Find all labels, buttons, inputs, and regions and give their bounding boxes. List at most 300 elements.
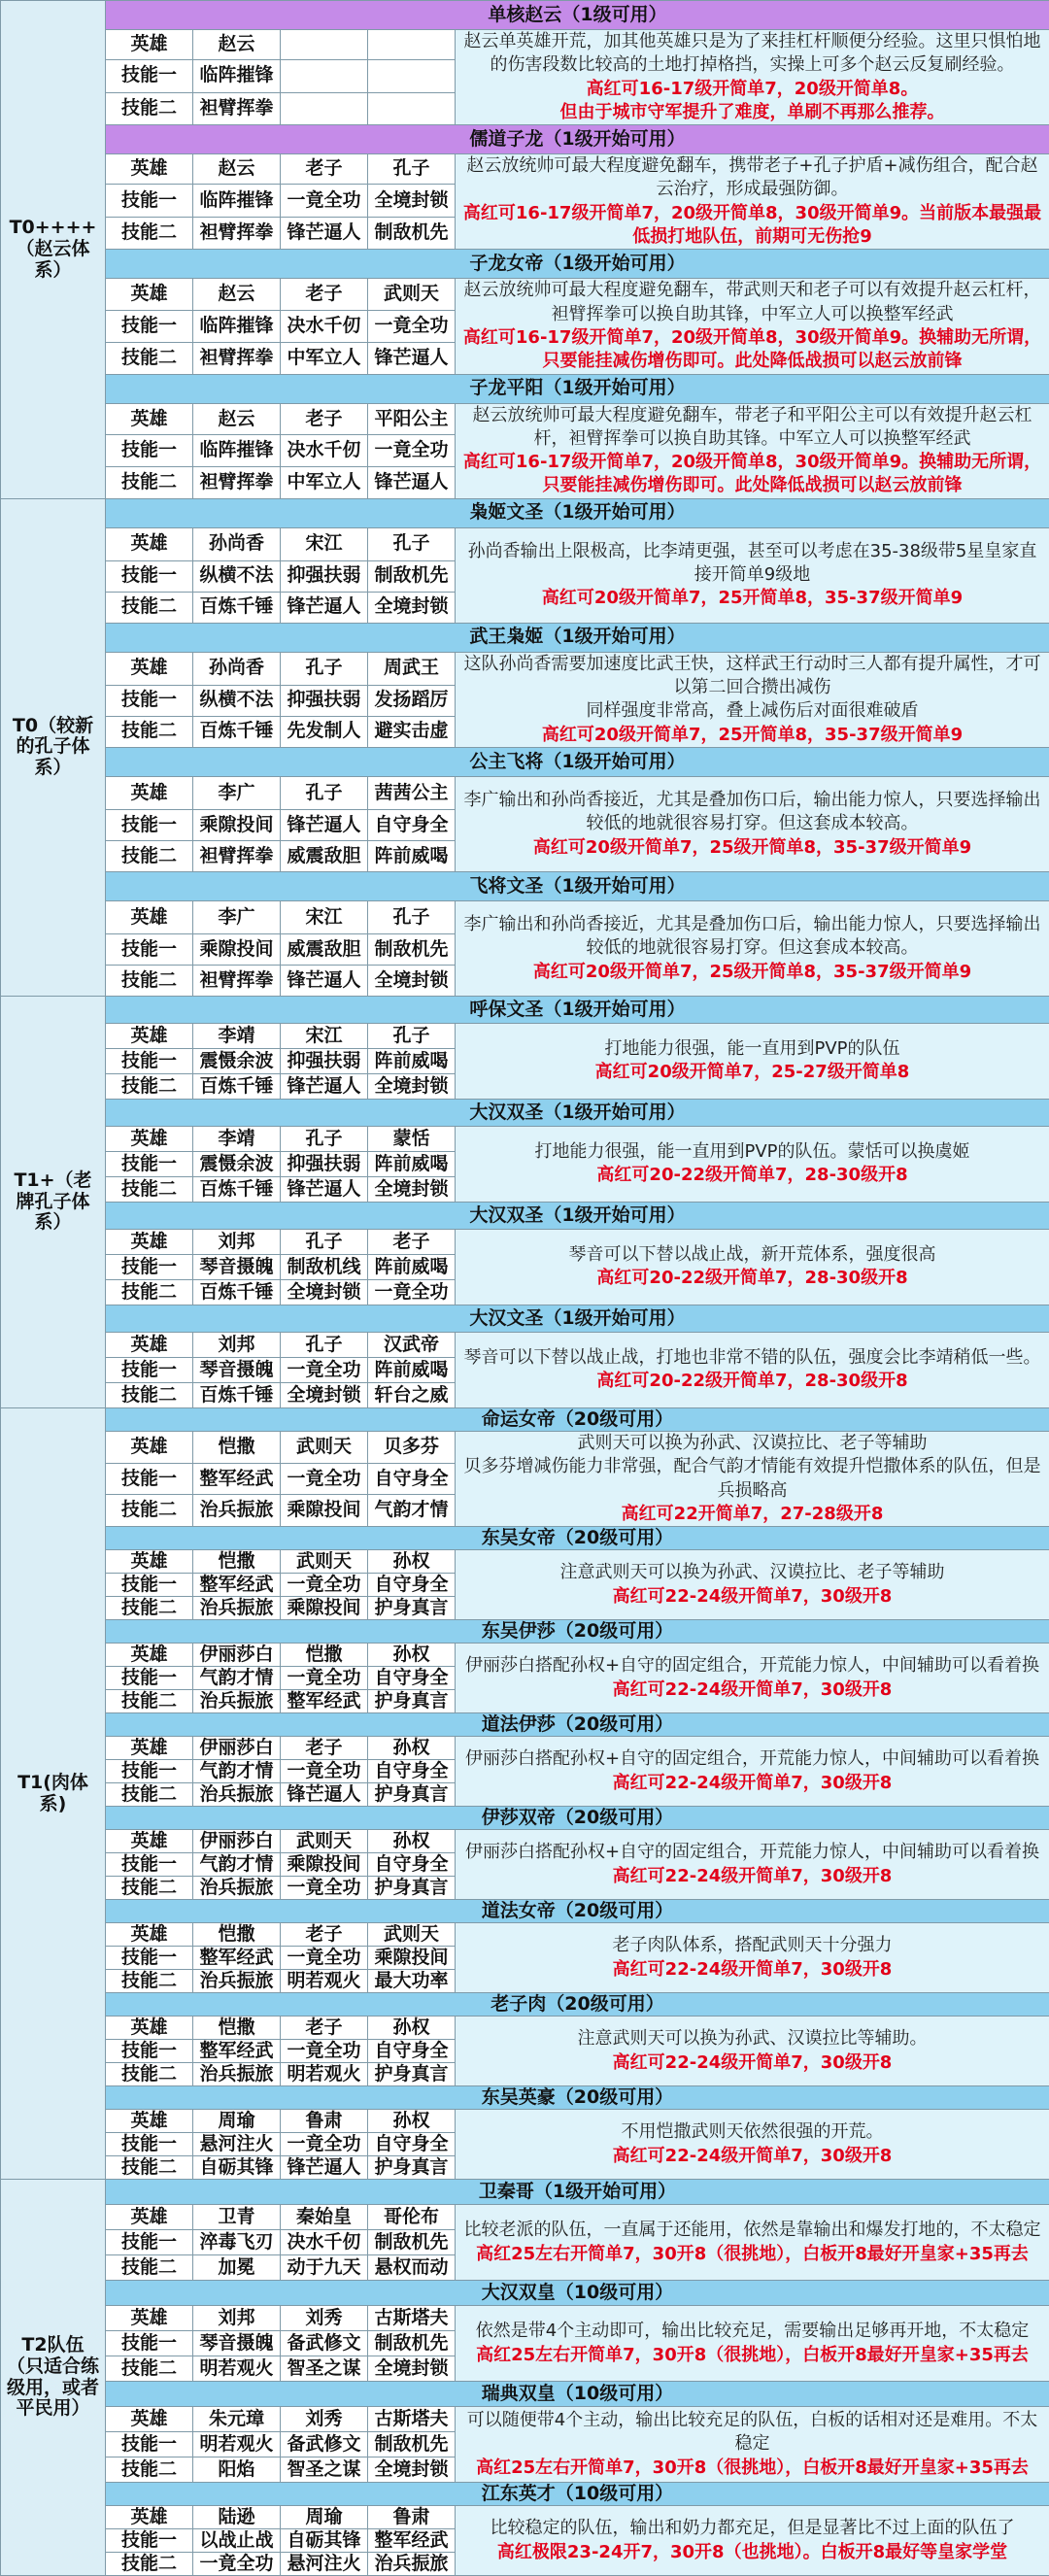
skill-name: 一竟全功 [281,1667,368,1690]
skill-name: 百炼千锤 [193,1382,281,1407]
row-label: 技能二 [106,467,193,499]
skill-name: 自守身全 [368,2040,456,2063]
skill-name: 自砺其锋 [193,2156,281,2180]
tier-label: T1(肉体系) [1,1407,106,2179]
skill-name: 锋芒逼人 [368,467,456,499]
skill-name: 百炼千锤 [193,1073,281,1099]
row-label: 技能一 [106,1760,193,1783]
hero-name: 赵云 [193,279,281,311]
group-description [456,527,1049,623]
hero-name: 哥伦布 [368,2205,456,2230]
hero-name: 赵云 [193,30,281,60]
highlight-note: 高红可20级开简单7，25开简单8，35-37级开简单9 [459,724,1045,747]
row-label: 技能一 [106,2133,193,2156]
row-label: 技能一 [106,2432,193,2457]
description-text: 可以随便带4个主动，输出比较充足的队伍，白板的话相对还是难用。不太稳定 [459,2409,1045,2457]
skill-name: 抑强扶弱 [281,1048,368,1073]
group-title-row [1,1305,1049,1332]
group-title-row [1,996,1049,1023]
group-title: 道法女帝（20级可用） [106,1900,1049,1923]
skill-name: 临阵摧锋 [193,435,281,467]
description-text: 不用恺撒武则天依然很强的开荒。 [459,2120,1045,2144]
skill-name: 全境封锁 [368,2457,456,2483]
skill-name: 锋芒逼人 [368,342,456,374]
group-title: 单核赵云（1级可用） [106,1,1049,30]
skill-name: 乘隙投间 [281,1597,368,1620]
skill-name: 一竟全功 [368,311,456,343]
tier-label: T0++++（赵云体系） [1,1,106,499]
group-title: 公主飞将（1级开始可用） [106,747,1049,776]
group-title: 东吴英豪（20级可用） [106,2086,1049,2110]
skill-name: 阳焰 [193,2457,281,2483]
row-label: 英雄 [106,2110,193,2133]
row-label: 技能二 [106,1279,193,1305]
group-description [456,1126,1049,1202]
skill-name: 威震敌胆 [281,933,368,965]
skill-name: 一竟全功 [281,1760,368,1783]
row-label: 技能二 [106,2457,193,2483]
skill-name: 气韵才情 [193,1853,281,1877]
hero-name: 周瑜 [193,2110,281,2133]
row-label: 技能二 [106,716,193,747]
skill-name: 一竟全功 [281,1877,368,1900]
skill-name: 震慑余波 [193,1151,281,1176]
highlight-note: 高红25左右开简单7，30开8（很挑地），白板开8最好开皇家+35再去 [459,2243,1045,2266]
hero-skill-row [1,2306,1049,2331]
row-label: 英雄 [106,1229,193,1254]
group-description [456,2017,1049,2086]
skill-name: 气韵才情 [193,1667,281,1690]
skill-name: 治兵振旅 [193,1690,281,1713]
skill-name: 自守身全 [368,1667,456,1690]
skill-name: 制敌机先 [368,217,456,249]
group-title-row [1,1527,1049,1550]
group-title-row [1,2483,1049,2506]
group-title-row [1,747,1049,776]
hero-name: 宋江 [281,527,368,560]
group-title: 东吴伊莎（20级可用） [106,1620,1049,1644]
hero-name: 武则天 [281,1830,368,1853]
group-description [456,1431,1049,1526]
skill-name: 自守身全 [368,1574,456,1597]
hero-name: 古斯塔夫 [368,2306,456,2331]
group-title-row [1,1900,1049,1923]
row-label: 英雄 [106,1737,193,1760]
description-text: 赵云放统帅可最大程度避免翻车，带武则天和老子可以有效提升赵云杠杆，袒臂挥拳可以换自助其锋，中军立人可以换整军经武 [459,279,1045,326]
row-label: 技能二 [106,2356,193,2382]
hero-name: 朱元璋 [193,2407,281,2432]
group-title-row [1,1099,1049,1126]
skill-name: 备武修文 [281,2432,368,2457]
skill-name: 阵前威喝 [368,1048,456,1073]
hero-name: 鲁肃 [368,2506,456,2529]
skill-name: 悬权而动 [368,2255,456,2281]
skill-name: 最大功率 [368,1970,456,1993]
row-label: 技能一 [106,185,193,217]
group-title-row [1,1,1049,30]
group-title-row [1,2382,1049,2407]
hero-skill-row [1,1830,1049,1853]
hero-name: 孙权 [368,2110,456,2133]
hero-name: 李靖 [193,1023,281,1048]
hero-name: 孙权 [368,1737,456,1760]
group-title: 子龙平阳（1级开始可用） [106,374,1049,403]
hero-name: 孔子 [368,900,456,933]
row-label: 技能一 [106,933,193,965]
group-description [456,2407,1049,2483]
description-text: 注意武则天可以换为孙武、汉谟拉比、老子等辅助 [459,1561,1045,1584]
row-label: 英雄 [106,30,193,60]
skill-name: 乘隙投间 [281,1853,368,1877]
row-label: 技能一 [106,809,193,840]
description-text: 同样强度非常高，叠上减伤后对面很难破盾 [459,699,1045,723]
skill-name: 全境封锁 [281,1279,368,1305]
skill-name: 整军经武 [281,1690,368,1713]
description-text: 赵云放统帅可最大程度避免翻车，携带老子+孔子护盾+减伤组合，配合赵云治疗，形成最强防御。 [459,154,1045,202]
hero-name: 卫青 [193,2205,281,2230]
group-title-row [1,250,1049,279]
group-title-row [1,1620,1049,1644]
row-label: 技能一 [106,1151,193,1176]
hero-name: 伊丽莎白 [193,1830,281,1853]
group-description [456,776,1049,871]
description-text: 这队孙尚香需要加速度比武王快，这样武王行动时三人都有提升属性，才可以第二回合攒出减伤 [459,653,1045,700]
hero-name: 汉武帝 [368,1332,456,1357]
group-description [456,2110,1049,2180]
hero-skill-row [1,1332,1049,1357]
hero-skill-row [1,2017,1049,2040]
skill-name: 先发制人 [281,716,368,747]
skill-name: 全境封锁 [368,1073,456,1099]
group-title: 大汉双圣（1级开始可用） [106,1099,1049,1126]
hero-name: 孔子 [281,652,368,685]
description-text: 赵云单英雄开荒，加其他英雄只是为了来挂杠杆顺便分经验。这里只惧怕地的伤害段数比较高的土地打掉格挡，实操上可多个赵云反复刷经验。 [459,30,1045,78]
group-title: 儒道子龙（1级开始可用） [106,125,1049,154]
skill-name: 动于九天 [281,2255,368,2281]
hero-skill-row [1,1923,1049,1947]
skill-name: 轩台之威 [368,1382,456,1407]
skill-name: 一竟全功 [281,1463,368,1495]
hero-name: 老子 [281,1923,368,1947]
skill-name: 护身真言 [368,1597,456,1620]
hero-name: 老子 [281,154,368,185]
hero-name: 周武王 [368,652,456,685]
skill-name: 全境封锁 [368,1176,456,1202]
skill-name: 全境封锁 [368,185,456,217]
row-label: 英雄 [106,1126,193,1151]
description-text: 贝多芬增减伤能力非常强，配合气韵才情能有效提升恺撒体系的队伍，但是兵损略高 [459,1455,1045,1503]
highlight-note: 高红可22-24级开简单7，30级开8 [459,1678,1045,1702]
row-label: 技能二 [106,1690,193,1713]
hero-skill-row [1,1023,1049,1048]
group-description [456,279,1049,374]
group-description [456,1830,1049,1900]
row-label: 技能二 [106,592,193,623]
hero-name: 伊丽莎白 [193,1644,281,1667]
highlight-note: 高红可22开简单7，27-28级开8 [459,1503,1045,1526]
group-description [456,1229,1049,1305]
row-label: 技能一 [106,1574,193,1597]
description-text: 注意武则天可以换为孙武、汉谟拉比等辅助。 [459,2027,1045,2051]
skill-name: 悬河注火 [193,2133,281,2156]
description-text: 伊丽莎白搭配孙权+自守的固定组合，开荒能力惊人，中间辅助可以看着换 [459,1841,1045,1864]
group-title-row [1,1713,1049,1737]
skill-name [368,60,456,93]
skill-name: 护身真言 [368,1690,456,1713]
skill-name: 治兵振旅 [193,1495,281,1527]
skill-name: 智圣之谋 [281,2457,368,2483]
hero-name: 孔子 [368,154,456,185]
row-label: 技能二 [106,342,193,374]
skill-name: 制敌机先 [368,560,456,592]
row-label: 技能二 [106,1495,193,1527]
row-label: 技能二 [106,2255,193,2281]
hero-skill-row [1,900,1049,933]
skill-name: 琴音摄魄 [193,2331,281,2356]
skill-name: 明若观火 [193,2356,281,2382]
skill-name: 阵前威喝 [368,1357,456,1382]
row-label: 英雄 [106,2407,193,2432]
skill-name: 百炼千锤 [193,1176,281,1202]
group-description [456,1550,1049,1620]
skill-name: 明若观火 [281,1970,368,1993]
hero-skill-row [1,2110,1049,2133]
hero-skill-row [1,1431,1049,1463]
hero-name: 武则天 [281,1550,368,1574]
skill-name: 自守身全 [368,2133,456,2156]
skill-name: 阵前威喝 [368,840,456,871]
row-label: 技能二 [106,1783,193,1807]
hero-name: 刘秀 [281,2306,368,2331]
skill-name: 决水千仞 [281,311,368,343]
hero-name: 孔子 [281,776,368,809]
group-title: 子龙女帝（1级开始可用） [106,250,1049,279]
row-label: 英雄 [106,2506,193,2529]
row-label: 技能一 [106,685,193,716]
hero-name: 孙权 [368,2017,456,2040]
group-description [456,2306,1049,2382]
skill-name: 自守身全 [368,1760,456,1783]
skill-name: 一竟全功 [281,1574,368,1597]
hero-name: 蒙恬 [368,1126,456,1151]
hero-name: 刘邦 [193,2306,281,2331]
skill-name [281,60,368,93]
highlight-note: 高红可20-22级开简单7，28-30级开8 [459,1164,1045,1187]
skill-name: 整军经武 [193,2040,281,2063]
skill-name: 琴音摄魄 [193,1357,281,1382]
hero-name: 孙尚香 [193,652,281,685]
row-label: 技能一 [106,311,193,343]
hero-name: 宋江 [281,1023,368,1048]
skill-name: 乘隙投间 [281,1495,368,1527]
group-title-row [1,2180,1049,2205]
skill-name: 制敌机线 [281,1254,368,1279]
skill-name: 百炼千锤 [193,716,281,747]
description-text: 依然是带4个主动即可，输出比较充足，需要输出足够再开地，不太稳定 [459,2320,1045,2343]
skill-name: 锋芒逼人 [281,965,368,996]
description-text: 伊丽莎白搭配孙权+自守的固定组合，开荒能力惊人，中间辅助可以看着换 [459,1747,1045,1771]
row-label: 英雄 [106,1644,193,1667]
hero-name: 刘邦 [193,1332,281,1357]
hero-name: 孔子 [368,527,456,560]
skill-name: 锋芒逼人 [281,217,368,249]
highlight-note: 高红可22-24级开简单7，30级开8 [459,1958,1045,1982]
group-description [456,2506,1049,2576]
skill-name: 加冕 [193,2255,281,2281]
hero-name: 宋江 [281,900,368,933]
row-label: 技能二 [106,1382,193,1407]
skill-name: 袒臂挥拳 [193,840,281,871]
row-label: 技能二 [106,965,193,996]
hero-skill-row [1,279,1049,311]
group-description [456,1737,1049,1807]
skill-name: 全境封锁 [368,965,456,996]
skill-name: 备武修文 [281,2331,368,2356]
group-description [456,1332,1049,1407]
skill-name: 一竟全功 [281,2040,368,2063]
skill-name: 临阵摧锋 [193,185,281,217]
group-description [456,1023,1049,1099]
hero-skill-row [1,527,1049,560]
skill-name: 一竟全功 [281,1357,368,1382]
skill-name: 制敌机先 [368,2230,456,2255]
description-text: 赵云放统帅可最大程度避免翻车，带老子和平阳公主可以有效提升赵云杠杆，袒臂挥拳可以换自助其锋。中军立人可以换整军经武 [459,404,1045,452]
group-title: 大汉双圣（1级开始可用） [106,1202,1049,1229]
hero-name: 孔子 [281,1126,368,1151]
row-label: 技能一 [106,1463,193,1495]
group-description [456,403,1049,498]
skill-name: 气韵才情 [193,1760,281,1783]
skill-name: 琴音摄魄 [193,1254,281,1279]
skill-name: 整军经武 [193,1947,281,1970]
group-title: 瑞典双皇（10级可用） [106,2382,1049,2407]
skill-name: 锋芒逼人 [281,592,368,623]
highlight-note: 高红可22-24级开简单7，30级开8 [459,2051,1045,2075]
skill-name: 以战止战 [193,2529,281,2553]
hero-name [281,30,368,60]
row-label: 英雄 [106,776,193,809]
row-label: 技能二 [106,1970,193,1993]
skill-name: 制敌机先 [368,933,456,965]
group-title-row [1,2086,1049,2110]
hero-name: 老子 [281,2017,368,2040]
skill-name: 袒臂挥拳 [193,342,281,374]
skill-name: 袒臂挥拳 [193,217,281,249]
group-title-row [1,871,1049,900]
skill-name: 治兵振旅 [193,1597,281,1620]
skill-name: 整军经武 [193,1463,281,1495]
hero-name: 刘邦 [193,1229,281,1254]
description-text: 比较老派的队伍，一直属于还能用，依然是靠输出和爆发打地的，不太稳定 [459,2219,1045,2242]
skill-name: 一竟全功 [281,185,368,217]
hero-name: 赵云 [193,154,281,185]
skill-name: 护身真言 [368,2156,456,2180]
highlight-note: 高红25左右开简单7，30开8（很挑地），白板开8最好开皇家+35再去 [459,2457,1045,2480]
description-text: 比较稳定的队伍，输出和奶力都充足，但是显著比不过上面的队伍了 [459,2517,1045,2540]
skill-name: 制敌机先 [368,2331,456,2356]
skill-name: 治兵振旅 [193,1783,281,1807]
skill-name: 锋芒逼人 [281,2156,368,2180]
row-label: 英雄 [106,2205,193,2230]
row-label: 英雄 [106,2017,193,2040]
row-label: 技能一 [106,2230,193,2255]
row-label: 技能一 [106,60,193,93]
skill-name: 护身真言 [368,2063,456,2086]
skill-name: 中军立人 [281,467,368,499]
row-label: 英雄 [106,1332,193,1357]
row-label: 技能一 [106,2529,193,2553]
group-title: 道法伊莎（20级可用） [106,1713,1049,1737]
group-title: 命运女帝（20级可用） [106,1407,1049,1431]
highlight-note: 高红可20-22级开简单7，28-30级开8 [459,1370,1045,1393]
skill-name: 威震敌胆 [281,840,368,871]
hero-name: 孙权 [368,1830,456,1853]
hero-name: 武则天 [281,1431,368,1463]
row-label: 技能二 [106,1073,193,1099]
hero-name: 赵云 [193,403,281,435]
skill-name: 百炼千锤 [193,592,281,623]
hero-name: 武则天 [368,1923,456,1947]
group-title-row [1,1407,1049,1431]
row-label: 英雄 [106,1550,193,1574]
skill-name: 全境封锁 [368,2356,456,2382]
hero-name: 孔子 [281,1229,368,1254]
row-label: 技能一 [106,435,193,467]
hero-name: 老子 [281,403,368,435]
description-text: 李广输出和孙尚香接近，尤其是叠加伤口后，输出能力惊人，只要选择输出较低的地就很容易打穿。但这套成本较高。 [459,913,1045,961]
hero-skill-row [1,776,1049,809]
skill-name: 阵前威喝 [368,1151,456,1176]
skill-name: 自守身全 [368,809,456,840]
hero-skill-row [1,1737,1049,1760]
row-label: 技能二 [106,1597,193,1620]
skill-name: 乘隙投间 [193,933,281,965]
skill-name: 锋芒逼人 [281,1073,368,1099]
group-title-row [1,1993,1049,2017]
row-label: 技能二 [106,2553,193,2576]
group-title-row [1,623,1049,652]
skill-name: 整军经武 [193,1574,281,1597]
skill-name: 气韵才情 [368,1495,456,1527]
skill-name: 自守身全 [368,1853,456,1877]
skill-name: 治兵振旅 [193,2063,281,2086]
row-label: 技能二 [106,2063,193,2086]
hero-name: 伊丽莎白 [193,1737,281,1760]
row-label: 英雄 [106,1830,193,1853]
hero-name: 刘秀 [281,2407,368,2432]
hero-name: 李广 [193,776,281,809]
hero-name: 李靖 [193,1126,281,1151]
row-label: 英雄 [106,279,193,311]
skill-name: 中军立人 [281,342,368,374]
highlight-note: 高红可22-24级开简单7，30级开8 [459,2145,1045,2168]
description-text: 孙尚香输出上限极高，比李靖更强，甚至可以考虑在35-38级带5星皇家直接开简单9级地 [459,540,1045,588]
hero-name: 老子 [281,1737,368,1760]
tier-label: T2队伍（只适合练级用，或者平民用） [1,2180,106,2576]
group-title: 呼保文圣（1级开始可用） [106,996,1049,1023]
hero-name: 恺撒 [193,1550,281,1574]
group-description [456,2205,1049,2281]
hero-skill-row [1,1644,1049,1667]
skill-name: 治兵振旅 [193,1970,281,1993]
skill-name [281,92,368,125]
highlight-note: 但由于城市守军提升了难度，单刷不再那么推荐。 [459,101,1045,124]
group-description [456,900,1049,996]
row-label: 技能一 [106,1254,193,1279]
skill-name: 锋芒逼人 [281,1176,368,1202]
skill-name: 全境封锁 [281,1382,368,1407]
hero-skill-row [1,1229,1049,1254]
